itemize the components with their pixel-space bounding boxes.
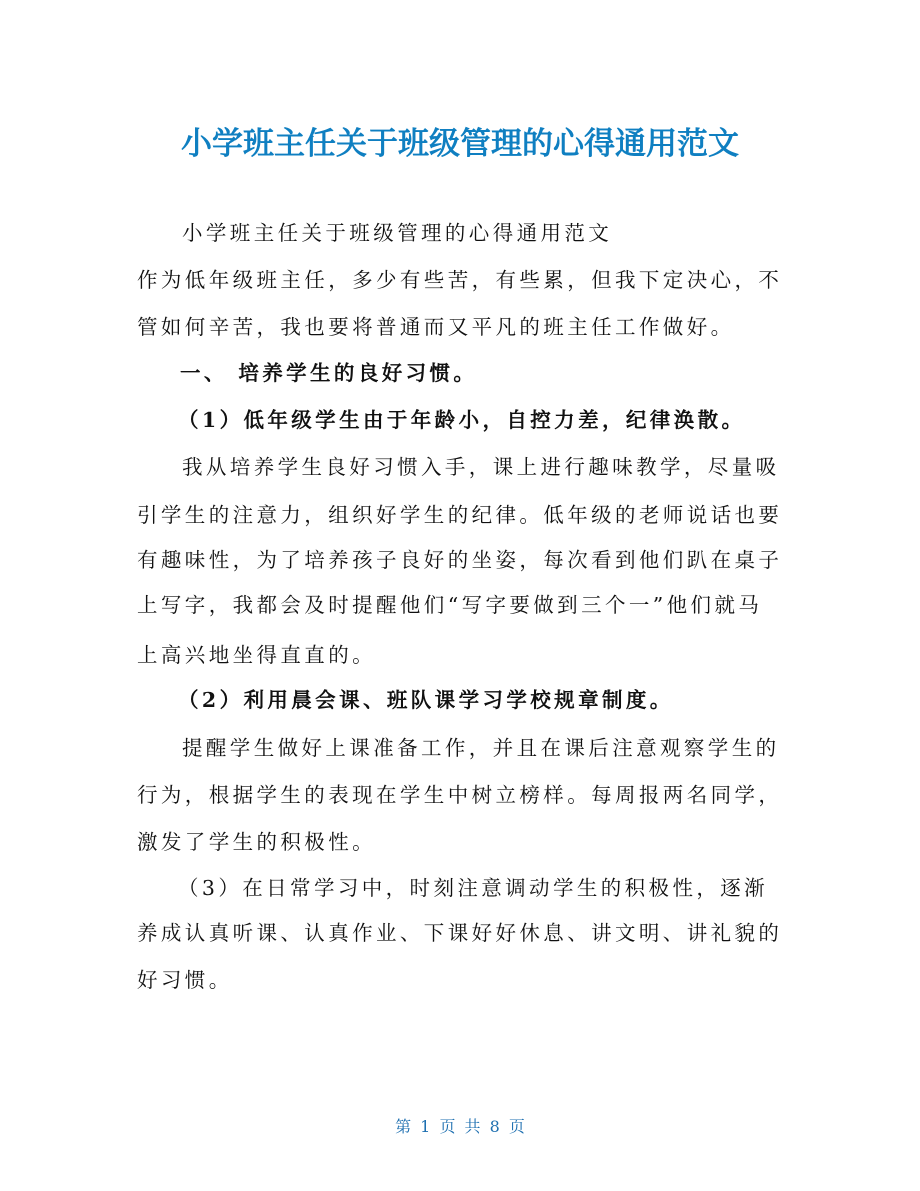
paragraph-line: 管如何辛苦，我也要将普通而又平凡的班主任工作做好。 <box>137 315 735 339</box>
paragraph-line: 提醒学生做好上课准备工作，并且在课后注意观察学生的 <box>182 736 780 760</box>
section-heading: 一、 培养学生的良好习惯。 <box>180 361 478 385</box>
subtitle-line: 小学班主任关于班级管理的心得通用范文 <box>182 221 613 245</box>
paragraph-line: 上高兴地坐得直直的。 <box>137 643 376 667</box>
subheading-2: （2）利用晨会课、班队课学习学校规章制度。 <box>178 688 674 712</box>
page-number-footer: 第 1 页 共 8 页 <box>395 1117 525 1136</box>
paragraph-line: 行为，根据学生的表现在学生中树立榜样。每周报两名同学， <box>137 783 783 807</box>
paragraph-line: 我从培养学生良好习惯入手，课上进行趣味教学，尽量吸 <box>182 455 780 479</box>
document-title: 小学班主任关于班级管理的心得通用范文 <box>181 126 739 162</box>
paragraph-line: 养成认真听课、认真作业、下课好好休息、讲文明、讲礼貌的 <box>137 921 783 945</box>
paragraph-line: 作为低年级班主任，多少有些苦，有些累，但我下定决心，不 <box>137 268 783 292</box>
paragraph-line: 有趣味性，为了培养孩子良好的坐姿，每次看到他们趴在桌子 <box>137 548 783 572</box>
paragraph-line: 激发了学生的积极性。 <box>137 830 376 854</box>
paragraph-line: 引学生的注意力，组织好学生的纪律。低年级的老师说话也要 <box>137 503 783 527</box>
paragraph-line: （3）在日常学习中，时刻注意调动学生的积极性，逐渐 <box>178 876 769 900</box>
paragraph-line: 上写字，我都会及时提醒他们“写字要做到三个一”他们就马 <box>137 593 763 617</box>
subheading-1: （1）低年级学生由于年龄小，自控力差，纪律涣散。 <box>178 408 746 432</box>
paragraph-line: 好习惯。 <box>137 968 233 992</box>
